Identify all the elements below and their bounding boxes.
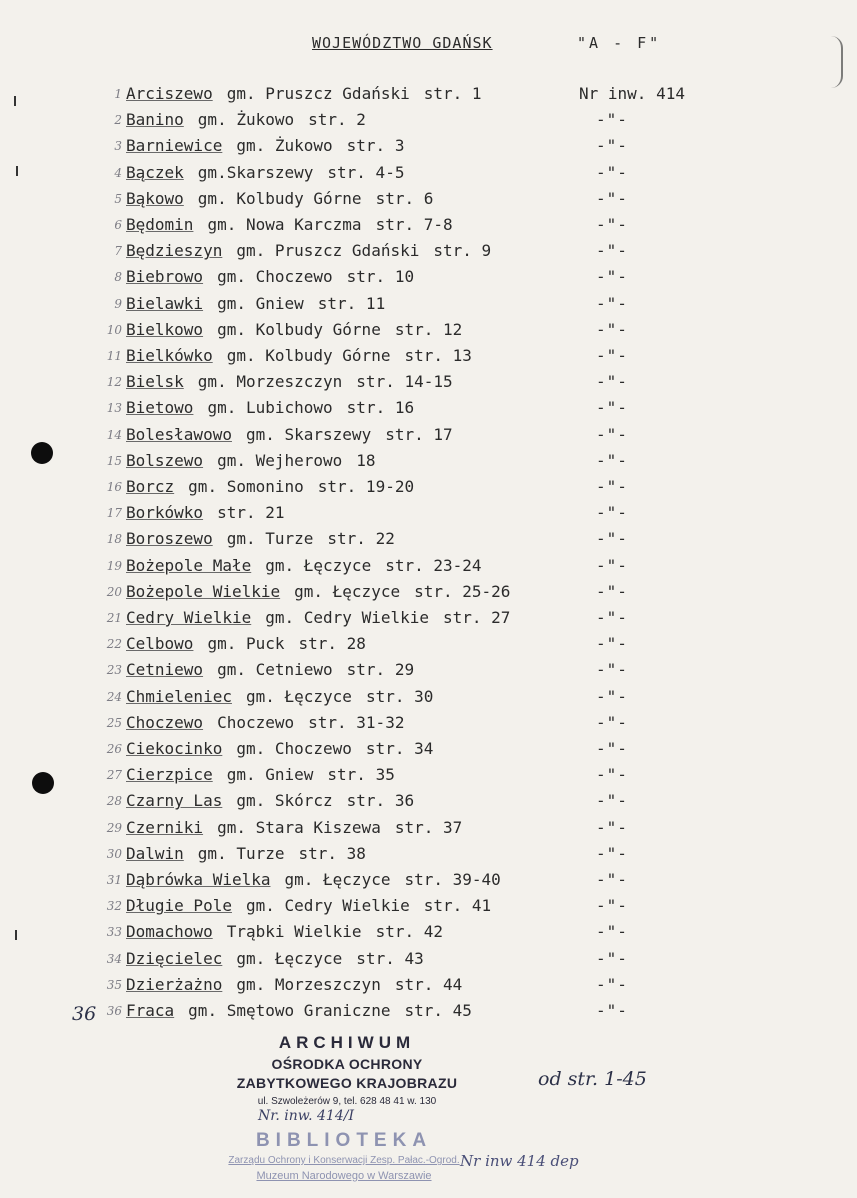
handwritten-row-number: 8	[114, 270, 122, 285]
page-reference: str. 38	[298, 843, 366, 863]
handwritten-row-number: 32	[106, 899, 122, 914]
entry-text	[126, 110, 366, 129]
locality-name: Fraca	[126, 1001, 175, 1020]
locality-name: Celbowo	[126, 634, 194, 654]
handwritten-row-number: 6	[114, 218, 122, 232]
locality-name: Bolesławowo	[126, 424, 232, 444]
handwritten-row-number: 20	[106, 584, 122, 599]
ditto-mark: -"-	[596, 450, 628, 470]
page-reference: str. 28	[298, 634, 366, 654]
handwritten-left-number: 36	[72, 1003, 97, 1025]
list-item	[0, 739, 857, 765]
commune-name: gm. Morzeszczyn	[236, 974, 381, 994]
locality-name: Bietowo	[126, 398, 194, 418]
entry-text	[126, 922, 443, 941]
handwritten-inventory-note: Nr. inw. 414/I	[258, 1108, 354, 1124]
locality-name: Bożepole Małe	[126, 555, 252, 575]
handwritten-row-number: 4	[114, 165, 122, 180]
handwritten-row-number: 16	[106, 480, 122, 494]
entry-text	[126, 503, 285, 522]
header-title: WOJEWÓDZTWO GDAŃSK	[312, 34, 493, 52]
page-reference: str. 3	[346, 136, 405, 156]
locality-name: Dalwin	[126, 843, 184, 863]
list-item	[0, 215, 857, 241]
ditto-mark: -"-	[596, 477, 628, 496]
commune-name: gm. Cedry Wielkie	[245, 896, 410, 916]
stamp-line: OŚRODKA OCHRONY	[271, 1056, 423, 1072]
locality-name: Borcz	[126, 477, 175, 496]
commune-name: gm. Gniew	[217, 293, 304, 313]
locality-name: Będzieszyn	[126, 241, 223, 261]
commune-name: gm. Wejherowo	[217, 450, 343, 470]
handwritten-page-range: od str. 1-45	[538, 1068, 647, 1090]
locality-name: Bielkówko	[126, 346, 213, 365]
library-stamp-title: BIBLIOTEKA	[255, 1130, 433, 1151]
list-item	[0, 818, 857, 844]
ditto-mark: -"-	[596, 529, 628, 549]
entry-text	[126, 215, 453, 234]
ditto-mark: -"-	[596, 267, 628, 287]
commune-name: gm. Turze	[226, 529, 314, 549]
handwritten-nr-inw-note: Nr inw 414 dep	[460, 1152, 579, 1170]
entry-text	[126, 739, 433, 758]
entry-text	[126, 320, 462, 339]
handwritten-row-number: 10	[106, 322, 122, 337]
commune-name: gm. Choczewo	[217, 267, 333, 287]
page-reference: str. 30	[365, 686, 434, 706]
commune-name: gm. Turze	[197, 843, 285, 863]
entry-text	[126, 1001, 472, 1020]
ditto-mark: -"-	[596, 974, 628, 994]
handwritten-row-number: 13	[106, 401, 122, 416]
entry-text	[126, 189, 433, 208]
ditto-mark: -"-	[596, 608, 628, 627]
list-item	[0, 765, 857, 791]
ditto-mark: -"-	[596, 660, 628, 680]
ditto-mark: -"-	[596, 555, 628, 575]
handwritten-row-number: 15	[106, 453, 122, 468]
list-item	[0, 870, 857, 896]
page-reference: str. 34	[365, 739, 434, 758]
handwritten-row-number: 12	[106, 375, 122, 390]
ditto-mark: -"-	[596, 843, 628, 863]
locality-name: Chmieleniec	[126, 686, 232, 706]
handwritten-row-number: 7	[114, 244, 122, 259]
ditto-mark: -"-	[596, 948, 628, 968]
handwritten-row-number: 11	[106, 349, 122, 363]
library-stamp-line: Zarządu Ochrony i Konserwacji Zesp. Pałac.-Ogrod.	[228, 1155, 460, 1166]
commune-name: gm. Gniew	[226, 765, 314, 785]
page-reference: str. 19-20	[317, 477, 415, 496]
commune-name: gm. Nowa Karczma	[207, 215, 362, 234]
list-item	[0, 608, 857, 634]
handwritten-row-number: 35	[106, 977, 122, 992]
library-stamp	[224, 1130, 464, 1182]
entry-text	[126, 84, 482, 103]
entry-text	[126, 346, 472, 365]
page-reference: str. 11	[317, 293, 386, 313]
list-item	[0, 189, 857, 215]
page-reference: str. 16	[346, 398, 415, 418]
commune-name: gm. Kolbudy Górne	[226, 346, 391, 365]
stamp-address: ul. Szwoleżerów 9, tel. 628 48 41 w. 130	[257, 1096, 437, 1107]
list-item	[0, 713, 857, 739]
ditto-mark: -"-	[596, 712, 628, 732]
ditto-mark: -"-	[596, 765, 628, 785]
page-reference: str. 6	[375, 188, 434, 208]
entry-text	[126, 529, 395, 548]
locality-name: Barniewice	[126, 136, 223, 156]
page-reference: str. 35	[327, 765, 395, 785]
list-item	[0, 949, 857, 975]
handwritten-row-number: 27	[106, 768, 122, 783]
ditto-mark: -"-	[596, 398, 628, 418]
handwritten-row-number: 31	[106, 873, 122, 887]
entry-text	[126, 765, 395, 784]
list-item	[0, 84, 857, 110]
handwritten-row-number: 36	[106, 1004, 122, 1018]
page-reference: str. 43	[356, 948, 424, 968]
header-letter-range: "A - F"	[577, 34, 662, 52]
page-reference: str. 13	[404, 346, 472, 365]
entry-text	[126, 634, 366, 653]
ditto-mark: -"-	[596, 896, 628, 916]
entry-text	[126, 425, 453, 444]
entry-text	[126, 896, 491, 915]
list-item	[0, 425, 857, 451]
handwritten-row-number: 3	[114, 139, 122, 154]
handwritten-row-number: 17	[106, 506, 122, 521]
entry-text	[126, 975, 462, 994]
commune-name: gm. Pruszcz Gdański	[226, 84, 410, 103]
list-item	[0, 1001, 857, 1027]
commune-name: gm. Skórcz	[236, 791, 333, 811]
entry-text	[126, 267, 414, 286]
handwritten-row-number: 30	[106, 846, 122, 861]
commune-name: gm. Cetniewo	[217, 660, 333, 680]
commune-name: gm. Łęczyce	[265, 555, 372, 575]
handwritten-row-number: 34	[106, 951, 122, 966]
locality-name: Będomin	[126, 215, 194, 234]
locality-name: Cierzpice	[126, 765, 213, 785]
handwritten-row-number: 23	[106, 663, 122, 678]
locality-name: Biebrowo	[126, 267, 204, 287]
page-reference: str. 12	[394, 319, 463, 339]
handwritten-row-number: 21	[106, 611, 122, 625]
page-reference: str. 41	[423, 896, 492, 916]
page-reference: str. 17	[385, 424, 453, 444]
locality-name: Czarny Las	[126, 791, 223, 811]
list-item	[0, 582, 857, 608]
locality-name: Ciekocinko	[126, 739, 223, 758]
page-reference: str. 22	[327, 529, 395, 549]
ditto-mark: -"-	[596, 346, 628, 365]
ditto-mark: -"-	[596, 634, 628, 654]
list-item	[0, 634, 857, 660]
entry-text	[126, 136, 404, 155]
ditto-mark: -"-	[596, 503, 628, 523]
locality-name: Długie Pole	[126, 896, 232, 916]
list-item	[0, 477, 857, 503]
ditto-mark: -"-	[596, 162, 628, 182]
entry-text	[126, 451, 376, 470]
ditto-mark: -"-	[596, 686, 628, 706]
locality-name: Arciszewo	[126, 84, 213, 103]
ditto-mark: -"-	[596, 319, 628, 339]
list-item	[0, 398, 857, 424]
list-item	[0, 136, 857, 162]
commune-name: gm. Kolbudy Górne	[197, 188, 362, 208]
locality-name: Dzierżażno	[126, 974, 223, 994]
list-item	[0, 687, 857, 713]
handwritten-row-number: 2	[114, 113, 122, 128]
page-reference: str. 27	[443, 608, 511, 627]
list-item	[0, 556, 857, 582]
page-reference: 18	[356, 450, 376, 470]
ditto-mark: -"-	[596, 1001, 628, 1020]
handwritten-row-number: 18	[106, 532, 122, 547]
page-reference: str. 31-32	[308, 712, 405, 732]
page-reference: str. 23-24	[385, 555, 482, 575]
handwritten-row-number: 25	[106, 715, 122, 730]
page-reference: str. 39-40	[404, 870, 501, 889]
ditto-mark: -"-	[596, 581, 628, 601]
list-item	[0, 503, 857, 529]
commune-name: gm. Żukowo	[197, 110, 295, 130]
handwritten-row-number: 26	[106, 742, 122, 756]
ditto-mark: -"-	[596, 791, 628, 811]
handwritten-row-number: 19	[106, 558, 122, 573]
entry-text	[126, 477, 414, 496]
list-item	[0, 791, 857, 817]
entry-text	[126, 608, 510, 627]
page-reference: str. 25-26	[414, 581, 511, 601]
list-item	[0, 660, 857, 686]
entry-text	[126, 791, 414, 810]
document-header	[0, 34, 857, 58]
page-reference: str. 4-5	[327, 162, 405, 182]
handwritten-row-number: 5	[114, 191, 122, 206]
commune-name: gm. Cedry Wielkie	[265, 608, 429, 627]
commune-name: gm. Łęczyce	[294, 581, 401, 601]
entry-text	[126, 582, 510, 601]
entry-text	[126, 687, 433, 706]
handwritten-row-number: 9	[114, 296, 122, 311]
ditto-mark: -"-	[596, 215, 628, 234]
page-reference: str. 2	[308, 110, 366, 130]
commune-name: gm. Kolbudy Górne	[217, 319, 381, 339]
list-item	[0, 163, 857, 189]
page-reference: str. 21	[217, 503, 285, 523]
handwritten-row-number: 24	[106, 689, 122, 704]
handwritten-row-number: 22	[106, 637, 122, 652]
list-item	[0, 267, 857, 293]
list-item	[0, 241, 857, 267]
entry-text	[126, 660, 414, 679]
commune-name: gm. Smętowo Graniczne	[188, 1001, 391, 1020]
commune-name: gm. Stara Kiszewa	[217, 817, 381, 837]
locality-name: Cetniewo	[126, 660, 204, 680]
page-reference: str. 42	[375, 922, 443, 942]
locality-name: Bielawki	[126, 293, 204, 313]
stamp-line: ZABYTKOWEGO KRAJOBRAZU	[236, 1075, 458, 1091]
locality-name: Banino	[126, 110, 184, 130]
commune-name: gm.Skarszewy	[197, 162, 314, 182]
list-item	[0, 922, 857, 948]
entry-text	[126, 713, 404, 732]
inventory-number: Nr inw. 414	[579, 84, 685, 103]
locality-name: Domachowo	[126, 922, 213, 942]
locality-name: Bąkowo	[126, 188, 184, 208]
ditto-mark: -"-	[596, 136, 628, 156]
page-reference: str. 7-8	[375, 215, 453, 234]
list-item	[0, 896, 857, 922]
commune-name: gm. Pruszcz Gdański	[236, 241, 420, 261]
handwritten-row-number: 28	[106, 794, 122, 809]
handwritten-row-number: 14	[106, 427, 122, 442]
ditto-mark: -"-	[596, 817, 628, 837]
page-reference: str. 29	[346, 660, 415, 680]
commune-name: gm. Łęczyce	[284, 870, 391, 889]
commune-name: gm. Łęczyce	[236, 948, 343, 968]
entry-text	[126, 241, 491, 260]
page-reference: str. 10	[346, 267, 415, 287]
locality-name: Dzięcielec	[126, 948, 223, 968]
archive-stamp	[222, 1033, 472, 1107]
entry-text	[126, 398, 414, 417]
entry-text	[126, 372, 453, 391]
stamp-line: ARCHIWUM	[278, 1033, 416, 1052]
list-item	[0, 294, 857, 320]
page-reference: str. 45	[404, 1001, 472, 1020]
ditto-mark: -"-	[596, 372, 628, 392]
locality-name: Bielkowo	[126, 319, 204, 339]
page-reference: str. 44	[394, 974, 463, 994]
ditto-mark: -"-	[596, 188, 628, 208]
locality-name: Borkówko	[126, 503, 204, 523]
ditto-mark: -"-	[596, 424, 628, 444]
commune-name: gm. Choczewo	[236, 739, 352, 758]
list-item	[0, 844, 857, 870]
ditto-mark: -"-	[596, 739, 628, 758]
page-reference: str. 36	[346, 791, 415, 811]
entry-text	[126, 844, 366, 863]
locality-name: Choczewo	[126, 712, 204, 732]
commune-name: gm. Puck	[207, 634, 285, 654]
page-reference: str. 37	[394, 817, 463, 837]
ditto-mark: -"-	[596, 922, 628, 942]
locality-name: Dąbrówka Wielka	[126, 870, 271, 889]
entry-text	[126, 163, 404, 182]
locality-name: Bączek	[126, 162, 184, 182]
list-item	[0, 320, 857, 346]
entry-text	[126, 870, 501, 889]
page-reference: str. 14-15	[356, 372, 453, 392]
list-item	[0, 110, 857, 136]
list-item	[0, 975, 857, 1001]
entry-text	[126, 949, 424, 968]
locality-name: Bolszewo	[126, 450, 204, 470]
page-reference: str. 9	[433, 241, 492, 261]
ditto-mark: -"-	[596, 870, 628, 889]
commune-name: Trąbki Wielkie	[226, 922, 362, 942]
locality-name: Boroszewo	[126, 529, 213, 549]
page-reference: str. 1	[423, 84, 482, 103]
commune-name: gm. Morzeszczyn	[197, 372, 343, 392]
ditto-mark: -"-	[596, 293, 628, 313]
list-item	[0, 529, 857, 555]
ditto-mark: -"-	[596, 241, 628, 261]
handwritten-row-number: 29	[106, 820, 122, 835]
commune-name: gm. Skarszewy	[245, 424, 372, 444]
list-item	[0, 372, 857, 398]
handwritten-row-number: 33	[106, 925, 122, 940]
commune-name: gm. Żukowo	[236, 136, 333, 156]
locality-name: Bożepole Wielkie	[126, 581, 281, 601]
entry-text	[126, 556, 482, 575]
locality-name: Bielsk	[126, 372, 184, 392]
library-stamp-line: Muzeum Narodowego w Warszawie	[256, 1170, 432, 1182]
handwritten-row-number: 1	[114, 87, 122, 101]
list-item	[0, 346, 857, 372]
commune-name: Choczewo	[217, 712, 295, 732]
commune-name: gm. Lubichowo	[207, 398, 333, 418]
list-item	[0, 451, 857, 477]
entry-text	[126, 818, 462, 837]
commune-name: gm. Łęczyce	[245, 686, 352, 706]
locality-name: Czerniki	[126, 817, 204, 837]
entry-text	[126, 294, 385, 313]
locality-name: Cedry Wielkie	[126, 608, 252, 627]
ditto-mark: -"-	[596, 110, 628, 130]
commune-name: gm. Somonino	[188, 477, 304, 496]
